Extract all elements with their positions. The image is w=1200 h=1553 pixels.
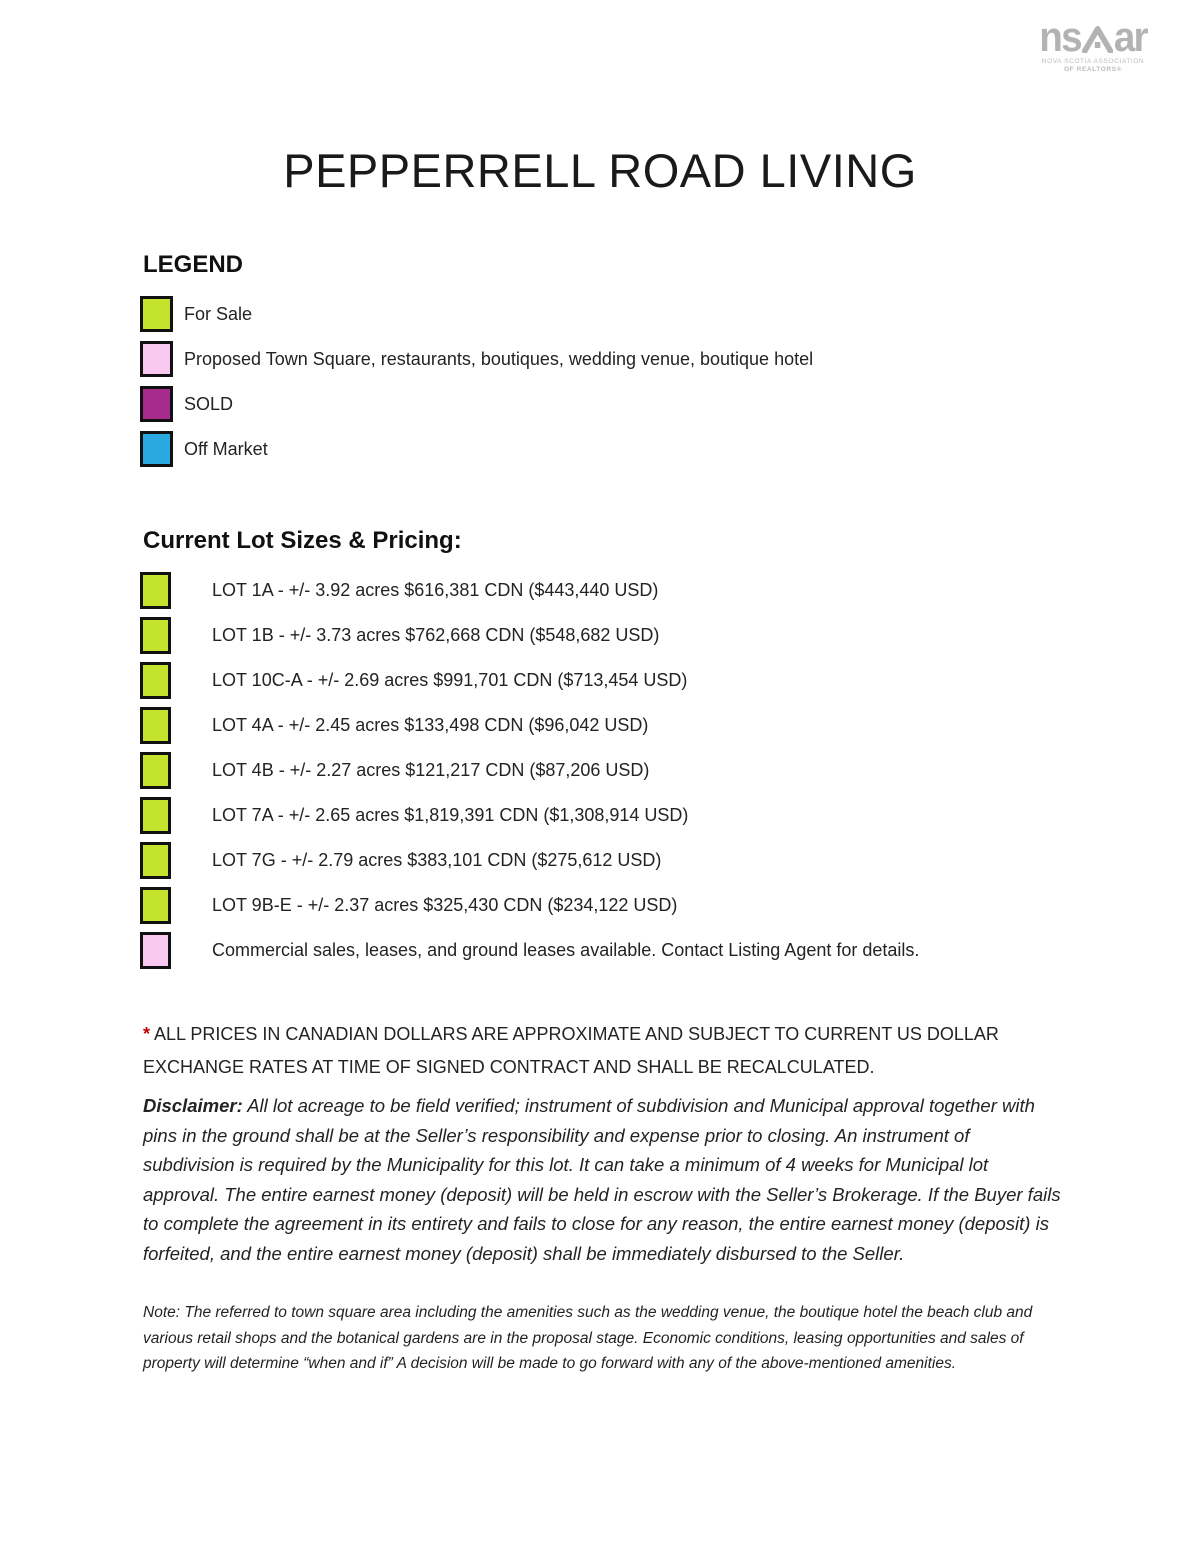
legend-item-label: Proposed Town Square, restaurants, boutiques, wedding venue, boutique hotel bbox=[184, 348, 814, 369]
lot-swatch bbox=[140, 707, 171, 744]
house-roof-icon bbox=[1082, 23, 1113, 53]
prices-note-text: ALL PRICES IN CANADIAN DOLLARS ARE APPROXIMATE AND SUBJECT TO CURRENT US DOLLAR EXCHANGE RATES AT TIME OF SIGNED CONTRACT AND SHALL BE RECALCULATED. bbox=[143, 1024, 999, 1077]
legend-item-proposed-town-square bbox=[140, 341, 813, 377]
note-label: Note: bbox=[143, 1304, 181, 1321]
legend-item-sold bbox=[140, 386, 813, 422]
disclaimer-paragraph bbox=[143, 1091, 1063, 1268]
lot-label: LOT 10C-A - +/- 2.69 acres $991,701 CDN ($713,454 USD) bbox=[212, 670, 688, 690]
note-text: The referred to town square area including the amenities such as the wedding venue, the boutique hotel the beach club and various retail shops and the botanical gardens are in the proposal stage. Economic conditions, leasing opportunities and sales of property will determine “when and if” A decision will be made to go forward with any of the above-mentioned amenities. bbox=[143, 1304, 1033, 1372]
nsar-caption-line1: NOVA SCOTIA ASSOCIATION bbox=[1041, 57, 1145, 65]
proposed-swatch bbox=[140, 341, 173, 377]
legend-item-off-market bbox=[140, 431, 813, 467]
commercial-swatch bbox=[140, 932, 171, 969]
lot-swatch bbox=[140, 752, 171, 789]
lot-row-4b bbox=[140, 752, 919, 789]
lot-row-1b bbox=[140, 617, 919, 654]
nsar-logo bbox=[1008, 13, 1178, 75]
lot-row-commercial bbox=[140, 932, 919, 969]
pricing-heading: Current Lot Sizes & Pricing: bbox=[143, 527, 462, 554]
nsar-logo-wordmark bbox=[1015, 13, 1171, 60]
lot-swatch bbox=[140, 797, 171, 834]
lot-swatch bbox=[140, 842, 171, 879]
lot-swatch bbox=[140, 662, 171, 699]
lot-swatch bbox=[140, 887, 171, 924]
off-market-swatch bbox=[140, 431, 173, 467]
lot-label: LOT 1B - +/- 3.73 acres $762,668 CDN ($548,682 USD) bbox=[212, 625, 660, 645]
lot-label: Commercial sales, leases, and ground leases available. Contact Listing Agent for details. bbox=[212, 940, 920, 960]
lot-label: LOT 4A - +/- 2.45 acres $133,498 CDN ($96,042 USD) bbox=[212, 715, 649, 735]
lot-label: LOT 9B-E - +/- 2.37 acres $325,430 CDN ($234,122 USD) bbox=[212, 895, 678, 915]
legend-item-label: Off Market bbox=[184, 438, 268, 459]
lot-row-10c-a bbox=[140, 662, 919, 699]
for-sale-swatch bbox=[140, 296, 173, 332]
prices-note-paragraph bbox=[143, 1018, 1065, 1084]
legend-item-for-sale bbox=[140, 296, 813, 332]
lot-swatch bbox=[140, 617, 171, 654]
pricing-list bbox=[140, 572, 919, 969]
page-title: PEPPERRELL ROAD LIVING bbox=[283, 144, 917, 197]
lot-swatch bbox=[140, 572, 171, 609]
legend-item-label: For Sale bbox=[184, 303, 253, 324]
nsar-logo-caption bbox=[1008, 58, 1178, 76]
nsar-caption-line2-text: OF REALTORS® bbox=[1064, 66, 1122, 74]
lot-row-7g bbox=[140, 842, 919, 879]
lot-row-9b-e bbox=[140, 887, 919, 924]
lot-label: LOT 1A - +/- 3.92 acres $616,381 CDN ($443,440 USD) bbox=[212, 580, 659, 600]
nsar-logo-text-left: ns bbox=[1039, 13, 1081, 60]
red-asterisk: * bbox=[143, 1024, 151, 1044]
nsar-caption-line2 bbox=[1008, 66, 1178, 75]
lot-label: LOT 7G - +/- 2.79 acres $383,101 CDN ($275,612 USD) bbox=[212, 850, 662, 870]
lot-row-4a bbox=[140, 707, 919, 744]
disclaimer-text: All lot acreage to be field verified; instrument of subdivision and Municipal approval together with pins in the ground shall be at the Seller’s responsibility and expense prior to closing. An instrument of subdivision is required by the Municipality for this lot. It can take a minimum of 4 weeks for Municipal lot approval. The entire earnest money (deposit) will be held in escrow with the Seller’s Brokerage. If the Buyer fails to complete the agreement in its entirety and fails to close for any reason, the entire earnest money (deposit) is forfeited, and the entire earnest money (deposit) shall be immediately disbursed to the Seller. bbox=[143, 1095, 1061, 1264]
lot-label: LOT 4B - +/- 2.27 acres $121,217 CDN ($87,206 USD) bbox=[212, 760, 650, 780]
lot-row-1a bbox=[140, 572, 919, 609]
lot-row-7a bbox=[140, 797, 919, 834]
note-paragraph bbox=[143, 1300, 1061, 1377]
disclaimer-label: Disclaimer: bbox=[143, 1095, 243, 1116]
legend-heading: LEGEND bbox=[143, 251, 244, 278]
lot-label: LOT 7A - +/- 2.65 acres $1,819,391 CDN ($1,308,914 USD) bbox=[212, 805, 689, 825]
nsar-logo-text-right: ar bbox=[1113, 13, 1147, 60]
legend-item-label: SOLD bbox=[184, 393, 234, 414]
sold-swatch bbox=[140, 386, 173, 422]
legend-list bbox=[140, 296, 813, 467]
